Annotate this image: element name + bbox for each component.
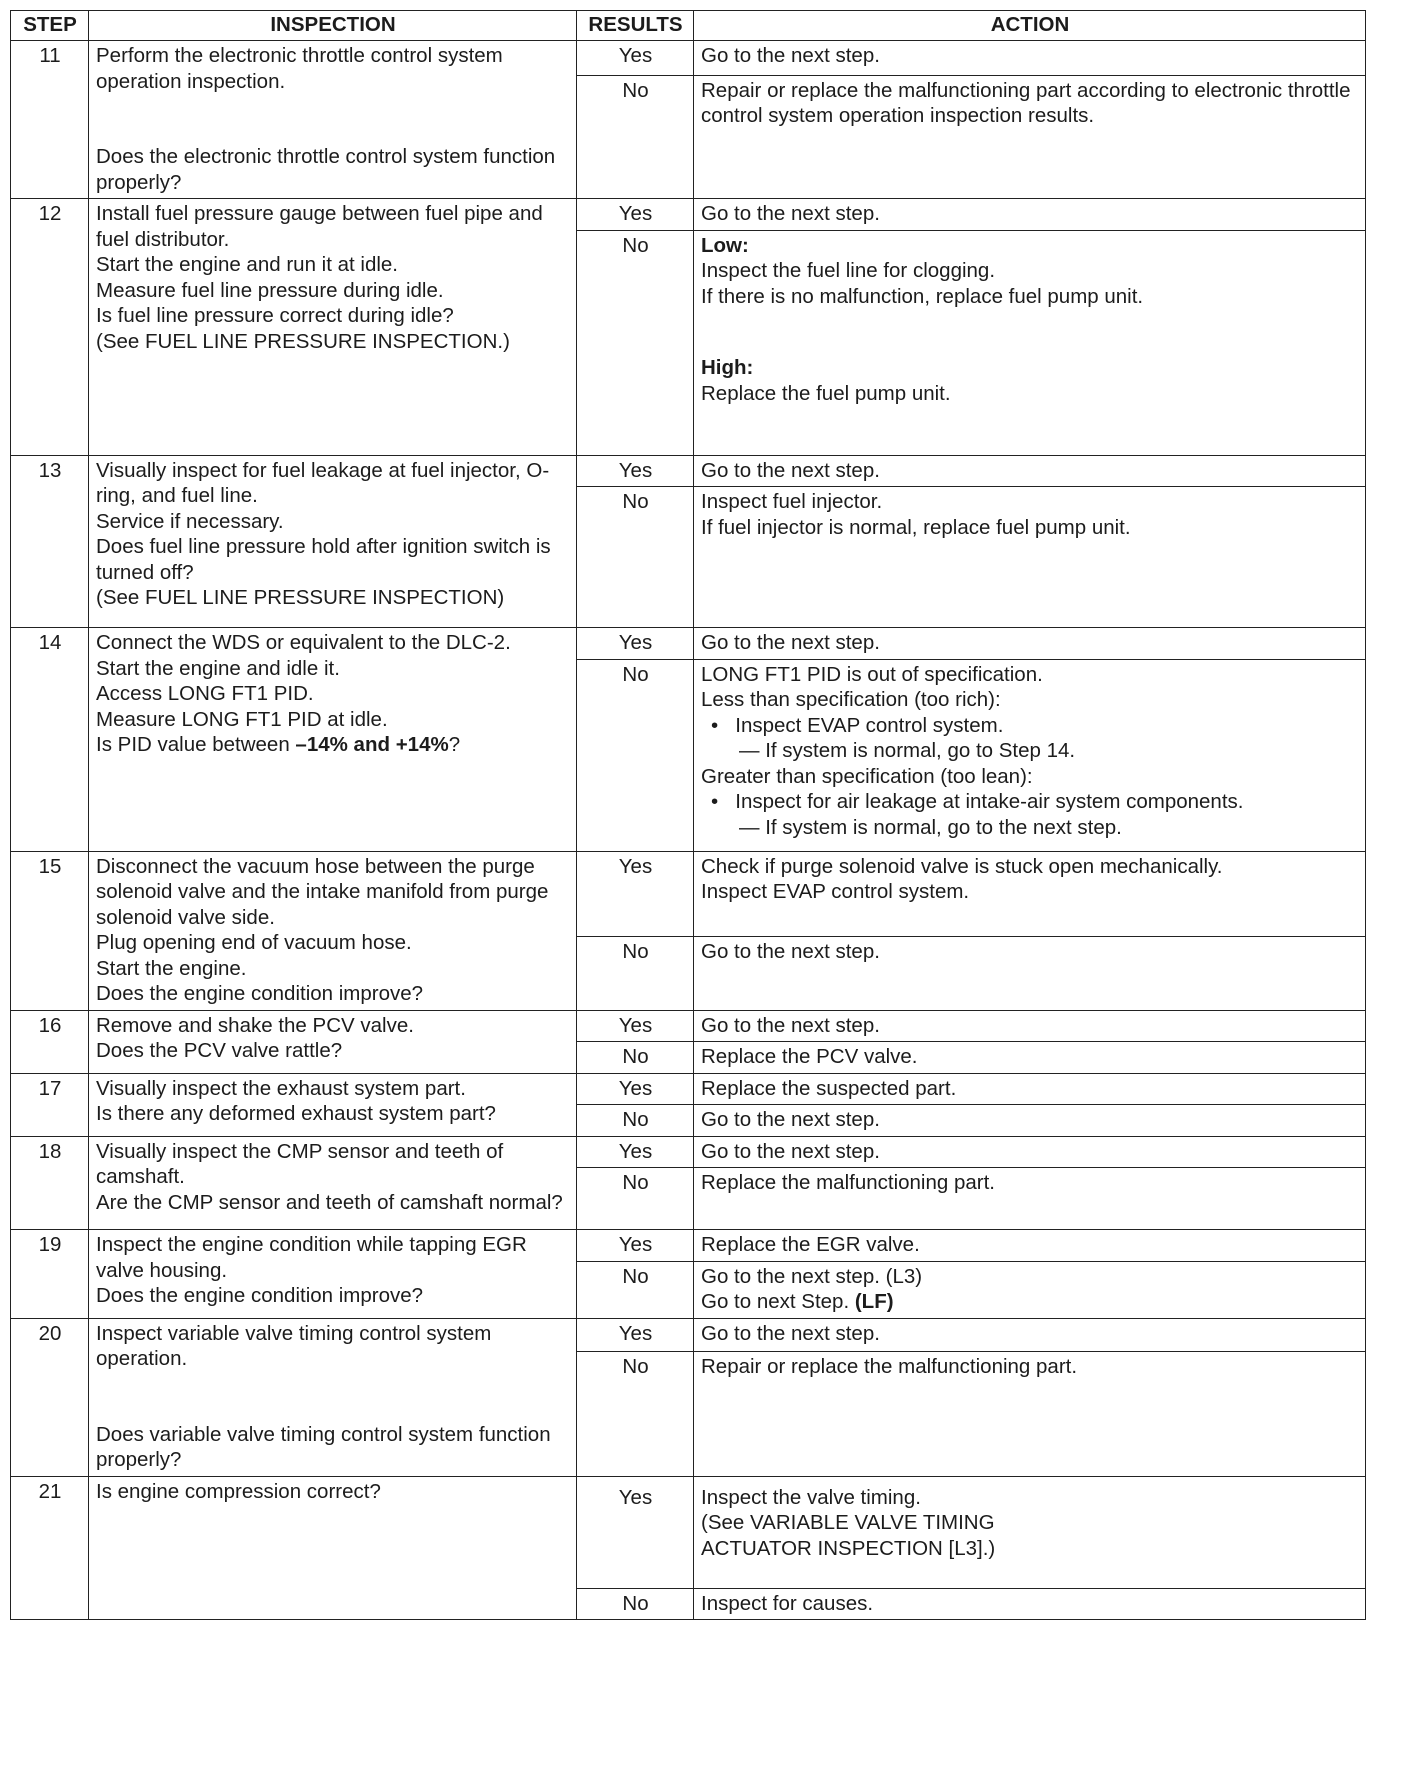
action-cell: Replace the PCV valve. [694, 1042, 1366, 1074]
table-row [11, 1010, 1366, 1042]
inspection-line: Inspect the engine condition while tapping EGR valve housing. [96, 1233, 527, 1282]
step-number: 12 [11, 199, 89, 456]
inspection-line: Is there any deformed exhaust system part? [96, 1102, 496, 1125]
inspection-line: (See FUEL LINE PRESSURE INSPECTION) [96, 586, 505, 609]
header-step: STEP [11, 11, 89, 41]
result-no: No [577, 937, 694, 1010]
step-number: 19 [11, 1230, 89, 1319]
result-no: No [577, 1261, 694, 1318]
step-number: 13 [11, 455, 89, 628]
bullet-icon: • [711, 790, 719, 813]
action-subline: — If system is normal, go to Step 14. [739, 739, 1076, 762]
result-yes: Yes [577, 628, 694, 660]
table-row [11, 41, 1366, 76]
inspection-line: Install fuel pressure gauge between fuel pipe and fuel distributor. [96, 202, 543, 251]
action-cell: Repair or replace the malfunctioning part according to electronic throttle control system operation inspection results. [694, 75, 1366, 198]
result-no: No [577, 1042, 694, 1074]
inspection-cell [89, 455, 577, 628]
step-number: 16 [11, 1010, 89, 1073]
result-yes: Yes [577, 1230, 694, 1262]
inspection-line: Start the engine. [96, 956, 247, 980]
table-row [11, 199, 1366, 231]
step-number: 21 [11, 1476, 89, 1620]
result-no: No [577, 659, 694, 851]
action-cell [694, 1476, 1366, 1588]
action-line: (See VARIABLE VALVE TIMING ACTUATOR INSPECTION [L3].) [701, 1511, 996, 1560]
inspection-line: Plug opening end of vacuum hose. [96, 931, 412, 954]
action-cell: Go to the next step. [694, 1105, 1366, 1137]
action-cell: Go to the next step. [694, 1136, 1366, 1168]
action-bullet: • Inspect for air leakage at intake-air system components. [711, 790, 1244, 813]
step-number: 15 [11, 851, 89, 1010]
action-cell: Replace the malfunctioning part. [694, 1168, 1366, 1230]
table-row [11, 1136, 1366, 1168]
action-line: If there is no malfunction, replace fuel pump unit. [701, 284, 1144, 308]
action-cell: Go to the next step. [694, 199, 1366, 231]
action-cell [694, 487, 1366, 628]
inspection-cell [89, 1010, 577, 1073]
action-cell: Go to the next step. [694, 455, 1366, 487]
action-bullet: • Inspect EVAP control system. [711, 713, 1004, 737]
action-line: Inspect fuel injector. [701, 490, 883, 513]
action-cell: Go to the next step. [694, 41, 1366, 76]
inspection-cell [89, 41, 577, 199]
action-cell [694, 1261, 1366, 1318]
action-line: Greater than specification (too lean): [701, 764, 1033, 788]
result-no: No [577, 487, 694, 628]
table-header-row [11, 11, 1366, 41]
inspection-line: Is engine compression correct? [96, 1479, 381, 1503]
action-line: Inspect EVAP control system. [701, 880, 970, 903]
inspection-cell [89, 851, 577, 1010]
step-number: 11 [11, 41, 89, 199]
inspection-cell [89, 199, 577, 456]
inspection-line: Measure fuel line pressure during idle. [96, 278, 444, 302]
result-no: No [577, 1168, 694, 1230]
model-tag-lf: (LF) [854, 1290, 894, 1313]
result-yes: Yes [577, 1318, 694, 1352]
action-line: Check if purge solenoid valve is stuck open mechanically. [701, 854, 1223, 878]
action-line: Inspect the fuel line for clogging. [701, 259, 996, 282]
pid-range: –14% and +14% [295, 733, 449, 756]
header-action: ACTION [694, 11, 1366, 41]
action-cell [694, 659, 1366, 851]
action-subline: — If system is normal, go to the next step. [739, 815, 1122, 839]
inspection-line: Connect the WDS or equivalent to the DLC-2. [96, 631, 511, 654]
action-cell [694, 851, 1366, 937]
inspection-line: Visually inspect the CMP sensor and teeth of camshaft. [96, 1139, 504, 1188]
table-row [11, 1318, 1366, 1352]
inspection-line: Does the engine condition improve? [96, 1284, 424, 1307]
inspection-cell [89, 1318, 577, 1476]
step-number: 20 [11, 1318, 89, 1476]
bullet-icon: • [711, 713, 719, 737]
diagnostic-page [10, 10, 1365, 1620]
result-no: No [577, 230, 694, 455]
inspection-line: Does variable valve timing control system function properly? [96, 1422, 557, 1471]
inspection-line: Does fuel line pressure hold after ignition switch is turned off? [96, 535, 551, 584]
action-low-label: Low: [701, 233, 749, 257]
inspection-line: Does the electronic throttle control system function properly? [96, 145, 561, 194]
header-results: RESULTS [577, 11, 694, 41]
action-line: LONG FT1 PID is out of specification. [701, 662, 1043, 686]
result-no: No [577, 75, 694, 198]
action-cell: Repair or replace the malfunctioning part. [694, 1352, 1366, 1476]
action-cell [694, 230, 1366, 455]
result-no: No [577, 1352, 694, 1476]
inspection-cell [89, 1230, 577, 1319]
inspection-line: Disconnect the vacuum hose between the purge solenoid valve and the intake manifold from purge solenoid valve side. [96, 854, 549, 929]
result-yes: Yes [577, 199, 694, 231]
inspection-line: Remove and shake the PCV valve. [96, 1013, 414, 1037]
inspection-line: Does the PCV valve rattle? [96, 1039, 343, 1062]
diagnostic-procedure-table [10, 10, 1366, 1620]
result-no: No [577, 1588, 694, 1620]
table-row [11, 851, 1366, 937]
header-inspection: INSPECTION [89, 11, 577, 41]
inspection-line: Measure LONG FT1 PID at idle. [96, 707, 388, 731]
inspection-line: Does the engine condition improve? [96, 982, 424, 1005]
result-yes: Yes [577, 1010, 694, 1042]
result-yes: Yes [577, 1073, 694, 1105]
action-line: If fuel injector is normal, replace fuel pump unit. [701, 515, 1131, 539]
inspection-line: (See FUEL LINE PRESSURE INSPECTION.) [96, 329, 510, 353]
action-line: Less than specification (too rich): [701, 688, 1001, 711]
step-number: 17 [11, 1073, 89, 1136]
inspection-cell [89, 1476, 577, 1620]
action-high-label: High: [701, 356, 754, 379]
inspection-line: Is PID value between –14% and +14%? [96, 733, 461, 756]
table-row [11, 628, 1366, 660]
inspection-line: Start the engine and run it at idle. [96, 253, 399, 276]
result-yes: Yes [577, 41, 694, 76]
table-row [11, 455, 1366, 487]
result-yes: Yes [577, 1136, 694, 1168]
model-tag-l3: (L3) [885, 1264, 923, 1288]
action-line: Replace the fuel pump unit. [701, 381, 951, 405]
result-yes: Yes [577, 455, 694, 487]
inspection-cell [89, 628, 577, 852]
inspection-line: Visually inspect for fuel leakage at fuel injector, O-ring, and fuel line. [96, 458, 550, 507]
inspection-line: Start the engine and idle it. [96, 656, 340, 680]
table-row [11, 1230, 1366, 1262]
action-cell: Inspect for causes. [694, 1588, 1366, 1620]
inspection-line: Service if necessary. [96, 509, 284, 533]
action-cell: Go to the next step. [694, 937, 1366, 1010]
inspection-line: Visually inspect the exhaust system part. [96, 1076, 466, 1100]
table-row [11, 1073, 1366, 1105]
action-line: Go to the next step. (L3) [701, 1264, 923, 1288]
action-cell: Go to the next step. [694, 628, 1366, 660]
action-cell: Replace the EGR valve. [694, 1230, 1366, 1262]
action-line: Go to next Step. (LF) [701, 1290, 894, 1313]
inspection-cell [89, 1136, 577, 1230]
inspection-line: Inspect variable valve timing control system operation. [96, 1321, 498, 1370]
action-cell: Go to the next step. [694, 1318, 1366, 1352]
inspection-line: Are the CMP sensor and teeth of camshaft normal? [96, 1190, 563, 1214]
result-no: No [577, 1105, 694, 1137]
table-row [11, 1476, 1366, 1588]
action-cell: Go to the next step. [694, 1010, 1366, 1042]
result-yes: Yes [577, 851, 694, 937]
step-number: 18 [11, 1136, 89, 1230]
action-cell: Replace the suspected part. [694, 1073, 1366, 1105]
inspection-cell [89, 1073, 577, 1136]
step-number: 14 [11, 628, 89, 852]
inspection-line: Access LONG FT1 PID. [96, 682, 314, 705]
inspection-line: Is fuel line pressure correct during idle? [96, 304, 454, 327]
inspection-line: Perform the electronic throttle control system operation inspection. [96, 44, 509, 93]
action-line: Inspect the valve timing. [701, 1485, 921, 1509]
result-yes: Yes [577, 1476, 694, 1588]
